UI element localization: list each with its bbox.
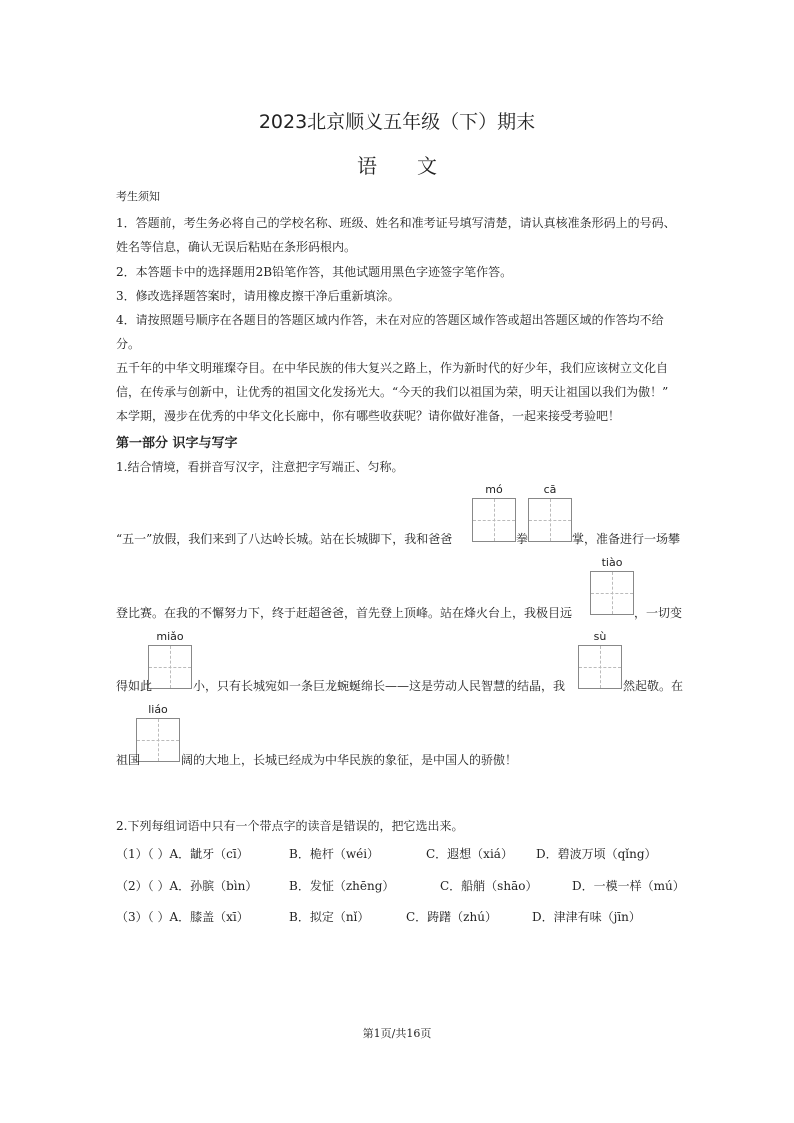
notice-item: 3．修改选择题答案时，请用橡皮擦干净后重新填涂。 — [116, 289, 400, 303]
pinyin-label: sù — [593, 630, 607, 643]
q2-option-d: D．津津有味（jīn） — [532, 910, 641, 924]
notice-heading: 考生须知 — [116, 190, 160, 203]
q2-option-d: D．碧波万顷（qǐng） — [536, 847, 657, 861]
q2-option-a: （1）（ ）A．龇牙（cī） — [116, 847, 249, 861]
q1-text: 小，只有长城宛如一条巨龙蜿蜒绵长——这是劳动人民智慧的结晶，我 — [193, 679, 566, 693]
notice-item: 分。 — [116, 337, 141, 351]
pinyin-label: miǎo — [156, 630, 184, 643]
q1-text: 掌，准备进行一场攀 — [572, 532, 681, 546]
part1-heading: 第一部分 识字与写字 — [116, 436, 238, 451]
notice-item: 4．请按照题号顺序在各题目的答题区域内作答，未在对应的答题区域作答或超出答题区域的作答均不给 — [116, 313, 664, 327]
writing-box[interactable] — [528, 498, 572, 542]
q1-text: 得如此 — [116, 679, 153, 693]
pinyin-label: tiào — [601, 556, 623, 569]
q1-text: ，一切变 — [634, 606, 683, 620]
pinyin-label: liáo — [148, 703, 168, 716]
writing-box[interactable] — [590, 571, 634, 615]
intro-line: 信，在传承与创新中，让优秀的祖国文化发扬光大。“今天的我们以祖国为荣，明天让祖国以我们为傲！” — [116, 385, 669, 399]
q2-option-a: （3）（ ）A．膝盖（xī） — [116, 910, 249, 924]
q2-option-c: C．船艄（shāo） — [440, 879, 538, 893]
q1-text: “五一”放假，我们来到了八达岭长城。站在长城脚下，我和爸爸 — [116, 532, 453, 546]
q1-text: 祖国 — [116, 753, 141, 767]
q2-option-c: C．遐想（xiá） — [426, 847, 513, 861]
notice-item: 2．本答题卡中的选择题用2B铅笔作答，其他试题用黑色字迹签字笔作答。 — [116, 265, 513, 279]
q2-option-b: B．拟定（nǐ） — [289, 910, 370, 924]
q2-option-b: B．发怔（zhēng） — [289, 879, 395, 893]
writing-box[interactable] — [472, 498, 516, 542]
q2-option-a: （2）（ ）A．孙膑（bìn） — [116, 879, 258, 893]
q1-stem: 1.结合情境，看拼音写汉字，注意把字写端正、匀称。 — [116, 460, 404, 474]
writing-box[interactable] — [148, 645, 192, 689]
subject-title: 语文 — [357, 154, 477, 178]
q1-text: 阔的大地上，长城已经成为中华民族的象征，是中国人的骄傲！ — [181, 753, 518, 767]
page-title: 2023北京顺义五年级（下）期末 — [258, 111, 536, 133]
q2-option-b: B．桅杆（wéi） — [289, 847, 380, 861]
q2-stem: 2.下列每组词语中只有一个带点字的读音是错误的，把它选出来。 — [116, 819, 464, 833]
notice-item: 姓名等信息，确认无误后粘贴在条形码根内。 — [116, 240, 357, 254]
intro-line: 五千年的中华文明璀璨夺目。在中华民族的伟大复兴之路上，作为新时代的好少年，我们应该树立文化自 — [116, 361, 669, 375]
page-footer: 第1页/共16页 — [362, 1027, 432, 1040]
writing-box[interactable] — [578, 645, 622, 689]
pinyin-label: cā — [543, 483, 557, 496]
q1-text: 然起敬。在 — [623, 679, 684, 693]
intro-line: 本学期，漫步在优秀的中华文化长廊中，你有哪些收获呢？请你做好准备，一起来接受考验吧！ — [116, 409, 621, 423]
pinyin-label: mó — [485, 483, 503, 496]
writing-box[interactable] — [136, 718, 180, 762]
q2-option-d: D．一模一样（mú） — [572, 879, 685, 893]
notice-item: 1．答题前，考生务必将自己的学校名称、班级、姓名和准考证号填写清楚，请认真核准条形码上的号码、 — [116, 216, 676, 230]
q1-text: 登比赛。在我的不懈努力下，终于赶超爸爸，首先登上顶峰。站在烽火台上，我极目远 — [116, 606, 573, 620]
q2-option-c: C．踌躇（zhú） — [406, 910, 497, 924]
q1-text: 拳 — [516, 532, 529, 546]
